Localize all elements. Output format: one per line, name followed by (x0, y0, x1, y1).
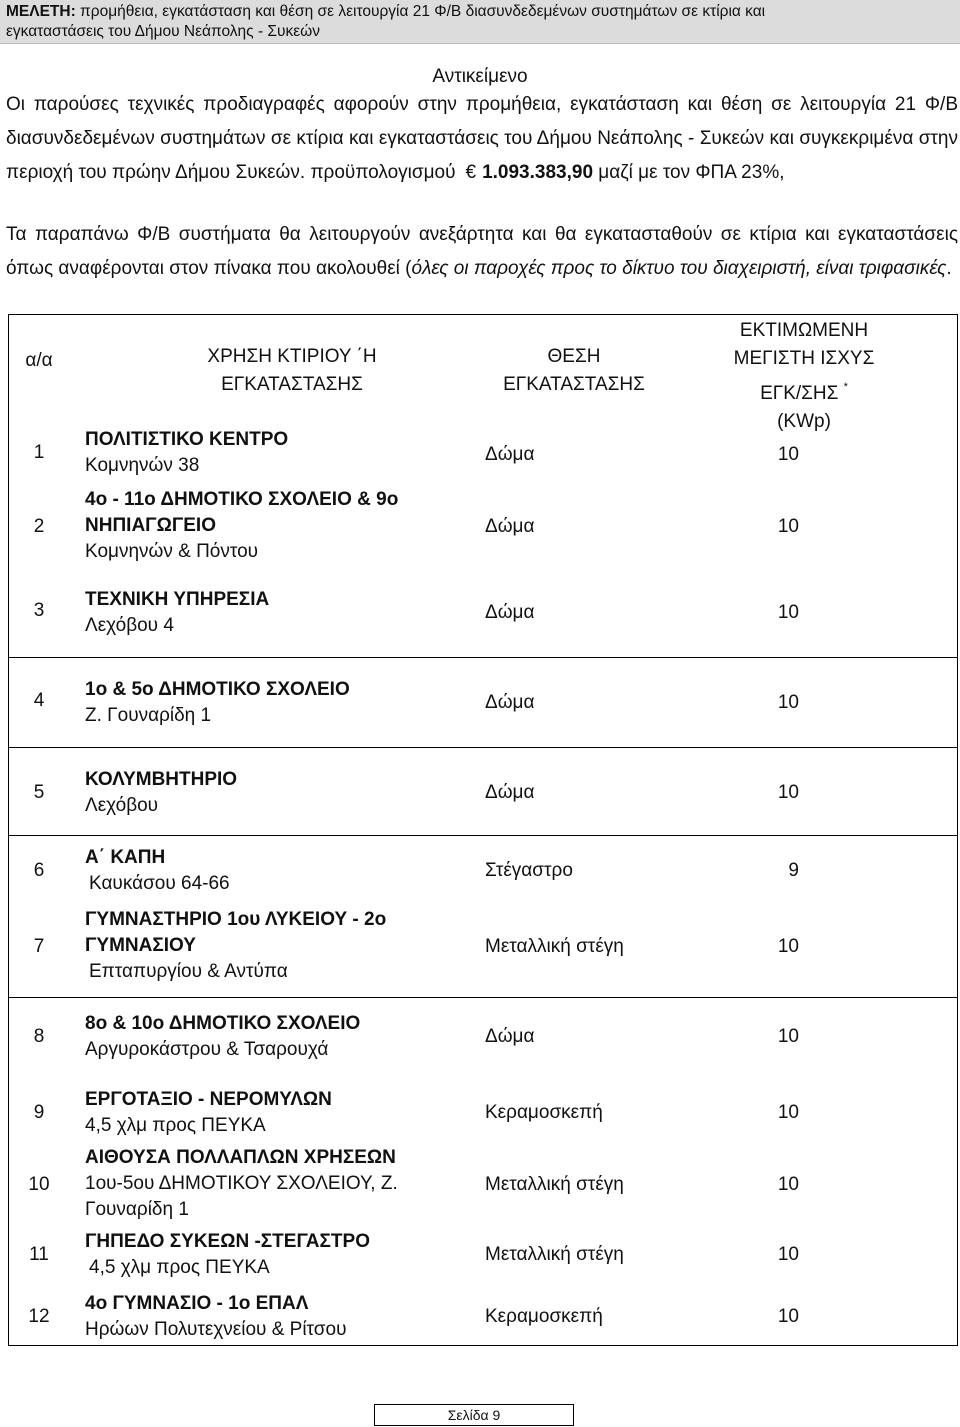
row-number: 5 (33, 782, 45, 803)
systems-text: Τα παραπάνω Φ/Β συστήματα θα λειτουργούν ανεξάρτητα και θα εγκατασταθούν σε κτίρια και εγκαταστάσεις όπως αναφέρονται στον πίνακα που ακολουθεί ( (6, 224, 958, 279)
row-divider (9, 835, 957, 836)
row-description (85, 1145, 475, 1223)
col-header-use (95, 343, 489, 399)
col-header-aa: α/α (25, 350, 53, 371)
row-address: Λεχόβου 4 (85, 615, 174, 636)
row-name: ΑΙΘΟΥΣΑ ΠΟΛΛΑΠΛΩΝ ΧΡΗΣΕΩΝ (85, 1147, 396, 1168)
row-address: Ζ. Γουναρίδη 1 (85, 705, 212, 726)
row-description (85, 587, 485, 639)
col-header-position (479, 343, 669, 399)
document-header (0, 0, 960, 44)
row-address: Κομνηνών 38 (85, 455, 200, 476)
row-power: 10 (777, 516, 799, 537)
row-name: ΚΟΛΥΜΒΗΤΗΡΙΟ (85, 769, 238, 790)
row-divider (9, 997, 957, 998)
col-header-power (669, 317, 939, 436)
row-power: 10 (777, 1306, 799, 1327)
row-name: 4ο - 11ο ΔΗΜΟΤΙΚΟ ΣΧΟΛΕΙΟ & 9ο ΝΗΠΙΑΓΩΓΕΙΟ (85, 489, 399, 536)
row-power: 9 (788, 860, 799, 881)
row-description (85, 487, 457, 565)
row-address: Επταπυργίου & Αντύπα (89, 961, 288, 982)
row-number: 4 (33, 690, 45, 711)
row-name: ΠΟΛΙΤΙΣΤΙΚΟ ΚΕΝΤΡΟ (85, 429, 289, 450)
row-name: 8ο & 10ο ΔΗΜΟΤΙΚΟ ΣΧΟΛΕΙΟ (85, 1013, 361, 1034)
row-position: Μεταλλική στέγη (485, 1244, 624, 1265)
row-number: 2 (33, 516, 45, 537)
row-divider (9, 747, 957, 748)
row-address: Καυκάσου 64-66 (89, 873, 230, 894)
row-description (85, 427, 485, 479)
col-header-power-line4: (KWp) (777, 411, 831, 432)
row-power: 10 (777, 444, 799, 465)
row-description (85, 1087, 485, 1139)
row-name: ΤΕΧΝΙΚΗ ΥΠΗΡΕΣΙΑ (85, 589, 270, 610)
col-header-power-line3: ΕΓΚ/ΣΗΣ * (760, 381, 848, 404)
row-name: ΓΥΜΝΑΣΤΗΡΙΟ 1ου ΛΥΚΕΙΟΥ - 2ο ΓΥΜΝΑΣΙΟΥ (85, 909, 387, 956)
row-position: Δώμα (485, 692, 535, 713)
row-number: 6 (33, 860, 45, 881)
col-header-position-line2: ΕΓΚΑΤΑΣΤΑΣΗΣ (503, 374, 645, 395)
row-name: 4ο ΓΥΜΝΑΣΙΟ - 1ο ΕΠΑΛ (85, 1293, 309, 1314)
row-number: 7 (33, 936, 45, 957)
row-name: ΕΡΓΟΤΑΞΙΟ - ΝΕΡΟΜΥΛΩΝ (85, 1089, 332, 1110)
systems-paragraph (6, 218, 958, 286)
row-address: 4,5 χλμ προς ΠΕΥΚΑ (85, 1115, 266, 1136)
row-position: Δώμα (485, 516, 535, 537)
row-power: 10 (777, 692, 799, 713)
row-number: 3 (33, 600, 45, 621)
row-address: Λεχόβου (85, 795, 159, 816)
row-number: 11 (29, 1244, 49, 1265)
row-position: Δώμα (485, 782, 535, 803)
row-position: Δώμα (485, 1026, 535, 1047)
row-name: 1ο & 5ο ΔΗΜΟΤΙΚΟ ΣΧΟΛΕΙΟ (85, 679, 350, 700)
row-description (85, 907, 455, 985)
row-description (85, 1291, 485, 1343)
row-position: Κεραμοσκεπή (485, 1102, 603, 1123)
intro-paragraph (6, 88, 958, 190)
col-header-power-line2: ΜΕΓΙΣΤΗ ΙΣΧΥΣ (733, 348, 875, 369)
row-address: Αργυροκάστρου & Τσαρουχά (85, 1039, 329, 1060)
row-power: 10 (777, 1244, 799, 1265)
row-description (85, 1011, 485, 1063)
row-number: 8 (33, 1026, 45, 1047)
row-address: 4,5 χλμ προς ΠΕΥΚΑ (89, 1257, 270, 1278)
row-power: 10 (777, 1174, 799, 1195)
row-position: Δώμα (485, 444, 535, 465)
euro-sign: € (465, 162, 477, 183)
row-address: Ηρώων Πολυτεχνείου & Ρίτσου (85, 1319, 347, 1340)
row-divider (9, 657, 957, 658)
systems-tail: . (946, 258, 952, 279)
col-header-power-line1: ΕΚΤΙΜΩΜΕΝΗ (739, 320, 869, 341)
row-description (85, 1229, 485, 1281)
row-number: 12 (28, 1306, 50, 1327)
row-power: 10 (777, 782, 799, 803)
row-number: 10 (28, 1174, 50, 1195)
header-prefix: ΜΕΛΕΤΗ: (6, 3, 76, 20)
row-description (85, 767, 485, 819)
budget-amount: 1.093.383,90 (482, 162, 594, 183)
row-description (85, 677, 485, 729)
col-header-position-line1: ΘΕΣΗ (547, 346, 601, 367)
row-position: Μεταλλική στέγη (485, 936, 624, 957)
header-line2: εγκαταστάσεις του Δήμου Νεάπολης - Συκεών (6, 23, 320, 40)
row-address: Κομνηνών & Πόντου (85, 541, 259, 562)
installations-table (8, 314, 958, 1346)
row-number: 1 (33, 442, 45, 463)
col-header-use-line2: ΕΓΚΑΤΑΣΤΑΣΗΣ (221, 374, 363, 395)
section-title: Αντικείμενο (432, 66, 528, 87)
row-position: Μεταλλική στέγη (485, 1174, 624, 1195)
footnote-star: * (843, 381, 848, 393)
row-description (85, 845, 485, 897)
page-number: Σελίδα 9 (374, 1404, 574, 1426)
row-power: 10 (777, 1026, 799, 1047)
row-name: ΓΗΠΕΔΟ ΣΥΚΕΩΝ -ΣΤΕΓΑΣΤΡΟ (85, 1231, 370, 1252)
col-header-use-line1: ΧΡΗΣΗ ΚΤΙΡΙΟΥ ΄Η (207, 346, 377, 367)
row-name: Α΄ ΚΑΠΗ (85, 847, 166, 868)
row-position: Δώμα (485, 602, 535, 623)
row-power: 10 (777, 1102, 799, 1123)
header-line1: προμήθεια, εγκατάσταση και θέση σε λειτουργία 21 Φ/Β διασυνδεδεμένων συστημάτων σε κτίρια και (75, 3, 766, 20)
row-power: 10 (777, 602, 799, 623)
row-position: Κεραμοσκεπή (485, 1306, 603, 1327)
row-power: 10 (777, 936, 799, 957)
intro-tail: μαζί με τον ΦΠΑ 23%, (593, 162, 785, 183)
row-address: 1ου-5ου ΔΗΜΟΤΙΚΟΥ ΣΧΟΛΕΙΟΥ, Ζ. Γουναρίδη 1 (85, 1173, 398, 1220)
row-position: Στέγαστρο (485, 860, 573, 881)
systems-note: όλες οι παροχές προς το δίκτυο του διαχειριστή, είναι τριφασικές (411, 258, 947, 279)
row-number: 9 (33, 1102, 45, 1123)
intro-text: Οι παρούσες τεχνικές προδιαγραφές αφορούν στην προμήθεια, εγκατάσταση και θέση σε λειτουργία 21 Φ/Β διασυνδεδεμένων συστημάτων σε κτίρια και εγκαταστάσεις του Δήμου Νεάπολης - Συκεών και συγκεκριμένα στην περιοχή του πρώην Δήμου Συκεών. προϋπολογισμού (6, 94, 958, 183)
